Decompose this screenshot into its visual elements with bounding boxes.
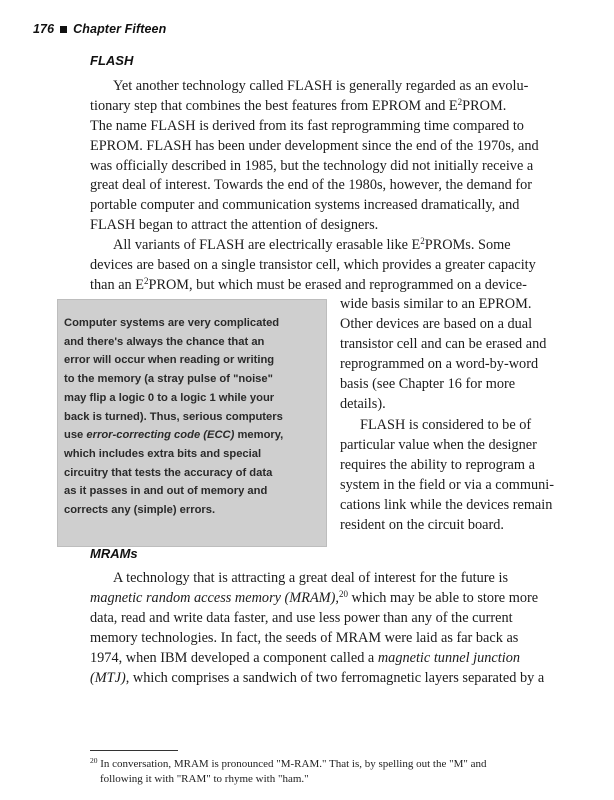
paragraph-line: reprogrammed on a word-by-word: [340, 356, 539, 372]
sidebar-line: Computer systems are very complicated: [64, 317, 280, 329]
footnote-number: 20: [90, 756, 98, 765]
sidebar-line: circuitry that tests the accuracy of data: [64, 466, 273, 479]
paragraph-line: than an $E^2PROM$, but which must be erased and reprogrammed on a device-: [90, 276, 527, 293]
footnote-line: following it with "RAM" to rhyme with "ham.": [100, 773, 309, 785]
square-bullet-icon: [60, 26, 67, 33]
sidebar-line: to the memory (a stray pulse of "noise": [64, 373, 273, 386]
paragraph-line: particular value when the designer: [340, 437, 537, 453]
footnote: [90, 757, 486, 787]
paragraph-line: details).: [340, 396, 386, 412]
paragraph-line: tionary step that combines the best features from EPROM and $E^2PROM$.: [90, 97, 507, 114]
sidebar-line: back is turned). Thus, serious computers: [64, 410, 283, 423]
chapter-title: Chapter Fifteen: [73, 22, 167, 36]
section-heading-flash: FLASH: [90, 53, 134, 68]
sidebar-line: and there's always the chance that an: [64, 335, 265, 348]
paragraph-line: memory technologies. In fact, the seeds of MRAM were laid as far back as: [90, 630, 519, 646]
paragraph-line: FLASH is considered to be of: [360, 417, 532, 433]
sidebar-line: corrects any (simple) errors.: [64, 504, 216, 517]
paragraph-line: requires the ability to reprogram a: [340, 457, 535, 473]
sidebar-line: may flip a logic 0 to a logic 1 while your: [64, 391, 275, 404]
paragraph-line: (MTJ), which comprises a sandwich of two ferromagnetic layers separated by a: [90, 670, 545, 686]
sidebar-line: error will occur when reading or writing: [64, 354, 275, 367]
footnote-rule: [90, 750, 178, 751]
paragraph-line: basis (see Chapter 16 for more: [340, 376, 516, 392]
paragraph-line: A technology that is attracting a great deal of interest for the future is: [113, 570, 509, 586]
paragraph-line: system in the field or via a communi-: [340, 477, 555, 493]
section-heading-mrams: MRAMs: [90, 546, 138, 561]
sidebar-line: use error-correcting code (ECC) memory,: [64, 429, 284, 442]
paragraph-line: 1974, when IBM developed a component called a magnetic tunnel junction: [90, 650, 520, 666]
sidebar-line: as it passes in and out of memory and: [64, 485, 268, 498]
paragraph-line: portable computer and communication systems increased dramatically, and: [90, 197, 520, 213]
paragraph-line: great deal of interest. Towards the end of the 1980s, however, the demand for: [90, 177, 533, 193]
paragraph-line: Yet another technology called FLASH is generally regarded as an evolu-: [113, 78, 529, 94]
paragraph-line: wide basis similar to an EPROM.: [340, 296, 532, 312]
paragraph-line: Other devices are based on a dual: [340, 316, 533, 332]
paragraph-line: cations link while the devices remain: [340, 497, 553, 513]
paragraph-line: The name FLASH is derived from its fast reprogramming time compared to: [90, 118, 524, 134]
paragraph-line: magnetic random access memory (MRAM),$^{20}$ which may be able to store more: [90, 589, 539, 606]
paragraph-line: was officially described in 1985, but the technology did not initially receive a: [90, 158, 534, 174]
paragraph-line: data, read and write data faster, and use less power than any of the current: [90, 610, 513, 626]
paragraph-line: devices are based on a single transistor cell, which provides a greater capacity: [90, 257, 536, 273]
sidebar-text: [64, 314, 283, 520]
sidebar-line: which includes extra bits and special: [64, 447, 262, 460]
paragraph-line: EPROM. FLASH has been under development since the end of the 1970s, and: [90, 138, 539, 154]
paragraph-line: transistor cell and can be erased and: [340, 336, 547, 352]
footnote-line: $^{20}$ In conversation, MRAM is pronounced "M-RAM." That is, by spelling out the "M" and: [90, 756, 487, 770]
page-number: 176: [33, 22, 55, 36]
paragraph-line: resident on the circuit board.: [340, 517, 504, 533]
paragraph-line: FLASH began to attract the attention of designers.: [90, 217, 379, 233]
running-head: [33, 22, 166, 36]
paragraph-line: All variants of FLASH are electrically erasable like $E^2PROMs$. Some: [113, 236, 511, 253]
